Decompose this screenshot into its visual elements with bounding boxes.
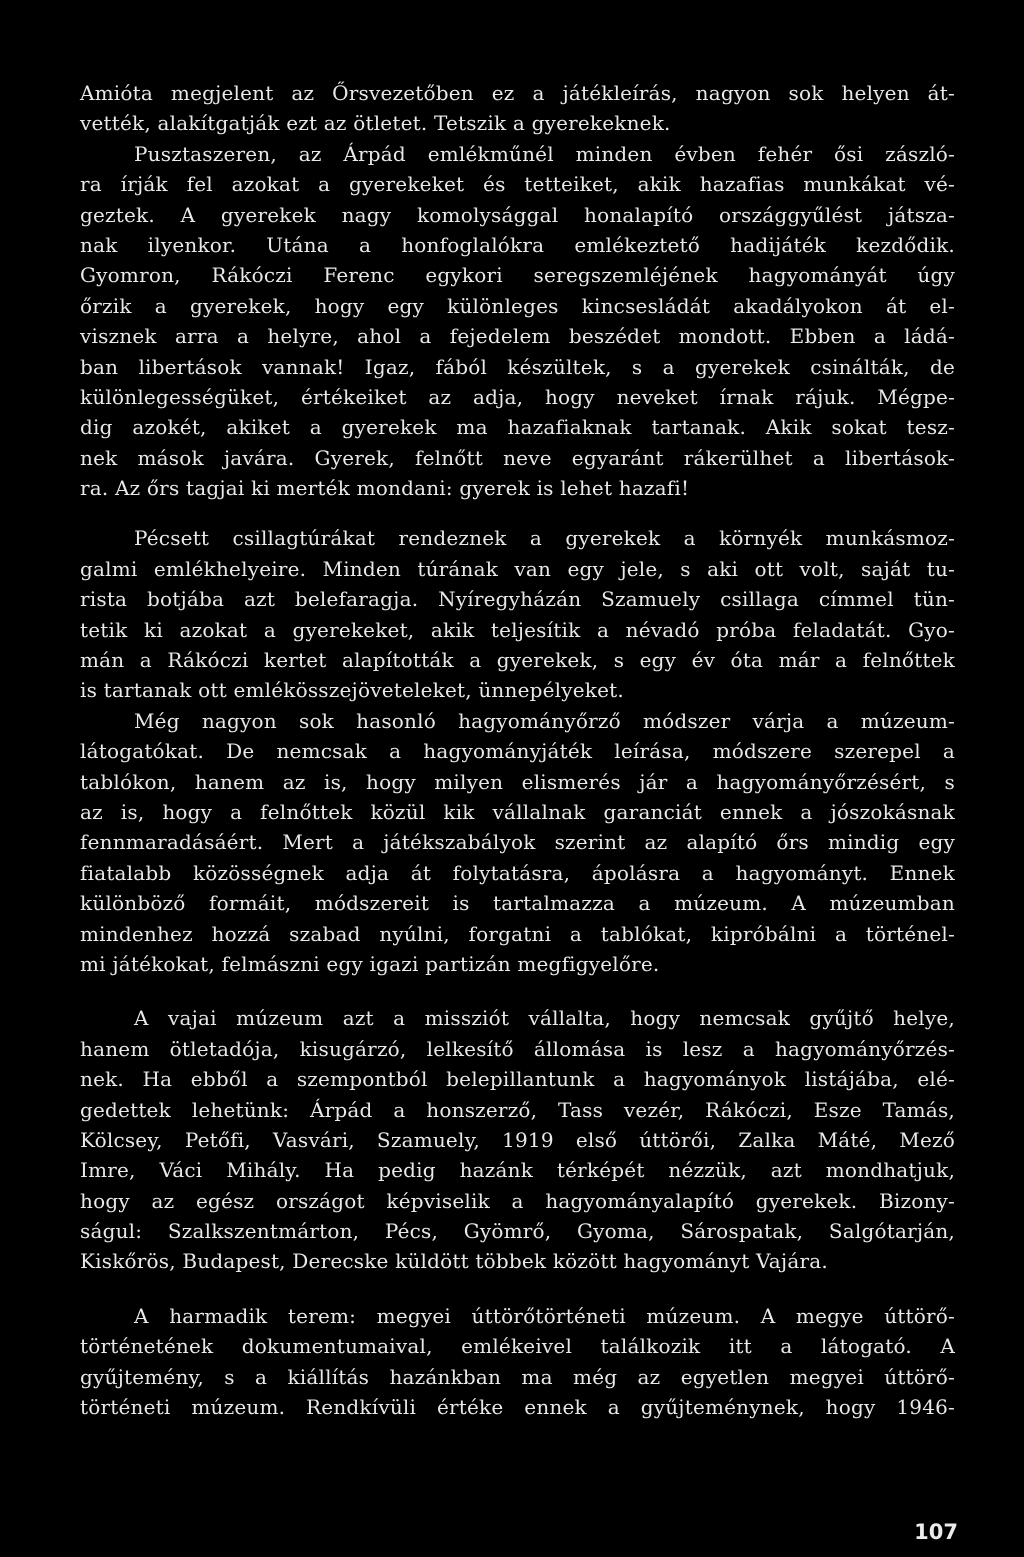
text-line: tablókon, hanem az is, hogy milyen elismerés jár a hagyományőrzésért, s (80, 769, 955, 794)
text-line: geztek. A gyerekek nagy komolysággal honalapító országgyűlést játsza- (80, 202, 955, 227)
text-line: Gyomron, Rákóczi Ferenc egykori seregszemléjének hagyományát úgy (80, 263, 955, 288)
text-line: mán a Rákóczi kertet alapították a gyerekek, s egy év óta már a felnőttek (80, 648, 955, 673)
text-line: tetik ki azokat a gyerekeket, akik teljesítik a névadó próba feladatát. Gyo- (80, 617, 955, 642)
paragraph (80, 1301, 955, 1423)
text-line: Pécsett csillagtúrákat rendeznek a gyerekek a környék munkásmoz- (134, 526, 955, 551)
text-line: hogy az egész országot képviselik a hagyományalapító gyerekek. Bizony- (80, 1188, 955, 1213)
text-line: A vajai múzeum azt a missziót vállalta, hogy nemcsak gyűjtő helye, (134, 1006, 955, 1031)
text-line: gyűjtemény, s a kiállítás hazánkban ma még az egyetlen megyei úttörő- (80, 1364, 955, 1389)
text-line: galmi emlékhelyeire. Minden túrának van egy jele, s aki ott volt, saját tu- (80, 556, 955, 581)
text-line: mi játékokat, felmászni egy igazi partizán megfigyelőre. (80, 951, 660, 976)
text-line: visznek arra a helyre, ahol a fejedelem beszédet mondott. Ebben a ládá- (80, 324, 955, 349)
text-line: Imre, Váci Mihály. Ha pedig hazánk térképét nézzük, azt mondhatjuk, (80, 1158, 955, 1183)
page-number: 107 (914, 1520, 958, 1544)
text-line: Pusztaszeren, az Árpád emlékműnél minden évben fehér ősi zászló- (134, 141, 955, 166)
text-line: dig azokét, akiket a gyerekek ma hazafiaknak tartanak. Akik sokat tesz- (80, 415, 955, 440)
text-line: ra. Az őrs tagjai ki merték mondani: gyerek is lehet hazafi! (80, 476, 690, 501)
text-line: ra írják fel azokat a gyerekeket és tetteiket, akik hazafias munkákat vé- (80, 172, 955, 197)
paragraph-spacer (80, 503, 955, 523)
text-line: ban libertások vannak! Igaz, fából készültek, s a gyerekek csinálták, de (80, 354, 955, 379)
text-line: különlegességüket, értékeiket az adja, hogy neveket írnak rájuk. Mégpe- (80, 384, 955, 409)
page-text (80, 78, 955, 1422)
text-line: Amióta megjelent az Őrsvezetőben ez a játékleírás, nagyon sok helyen át- (80, 81, 955, 105)
paragraph (80, 78, 955, 503)
text-line: nek mások javára. Gyerek, felnőtt neve egyaránt rákerülhet a libertások- (80, 445, 955, 470)
paragraph-spacer (80, 979, 955, 1003)
text-line: Kölcsey, Petőfi, Vasvári, Szamuely, 1919 első úttörői, Zalka Máté, Mező (80, 1127, 955, 1152)
paragraph-spacer (80, 1277, 955, 1301)
text-line: az is, hogy a felnőttek közül kik vállalnak garanciát ennek a jószokásnak (80, 799, 955, 824)
text-line: fennmaradásáért. Mert a játékszabályok szerint az alapító őrs mindig egy (80, 830, 955, 855)
text-line: nek. Ha ebből a szempontból belepillantunk a hagyományok listájába, elé- (80, 1067, 955, 1092)
text-line: A harmadik terem: megyei úttörőtörténeti múzeum. A megye úttörő- (134, 1303, 955, 1328)
text-line: fiatalabb közösségnek adja át folytatásra, ápolásra a hagyományt. Ennek (80, 860, 955, 885)
text-line: rista botjába azt belefaragja. Nyíregyházán Szamuely csillaga címmel tün- (80, 587, 955, 612)
text-line: nak ilyenkor. Utána a honfoglalókra emlékeztető hadijáték kezdődik. (80, 232, 955, 257)
text-line: őrzik a gyerekek, hogy egy különleges kincsesládát akadályokon át el- (80, 293, 955, 318)
text-line: látogatókat. De nemcsak a hagyományjáték leírása, módszere szerepel a (80, 739, 955, 764)
text-line: is tartanak ott emlékösszejöveteleket, ünnepélyeket. (80, 678, 624, 703)
text-line: Még nagyon sok hasonló hagyományőrző módszer várja a múzeum- (134, 708, 955, 733)
text-line: vették, alakítgatják ezt az ötletet. Tetszik a gyerekeknek. (80, 111, 671, 136)
text-line: történeti múzeum. Rendkívüli értéke ennek a gyűjteménynek, hogy 1946- (80, 1395, 955, 1420)
text-line: Kiskőrös, Budapest, Derecske küldött többek között hagyományt Vajára. (80, 1249, 828, 1274)
text-line: történetének dokumentumaival, emlékeivel találkozik itt a látogató. A (80, 1334, 955, 1359)
text-line: különböző formáit, módszereit is tartalmazza a múzeum. A múzeumban (80, 891, 955, 916)
paragraph (80, 1003, 955, 1277)
text-line: gedettek lehetünk: Árpád a honszerző, Tass vezér, Rákóczi, Esze Tamás, (80, 1097, 955, 1122)
text-line: hanem ötletadója, kisugárzó, lelkesítő állomása is lesz a hagyományőrzés- (80, 1036, 955, 1061)
paragraph (80, 523, 955, 979)
text-line: mindenhez hozzá szabad nyúlni, forgatni a tablókat, kipróbálni a történel- (80, 921, 955, 946)
text-line: ságul: Szalkszentmárton, Pécs, Gyömrő, Gyoma, Sárospatak, Salgótarján, (80, 1219, 955, 1244)
